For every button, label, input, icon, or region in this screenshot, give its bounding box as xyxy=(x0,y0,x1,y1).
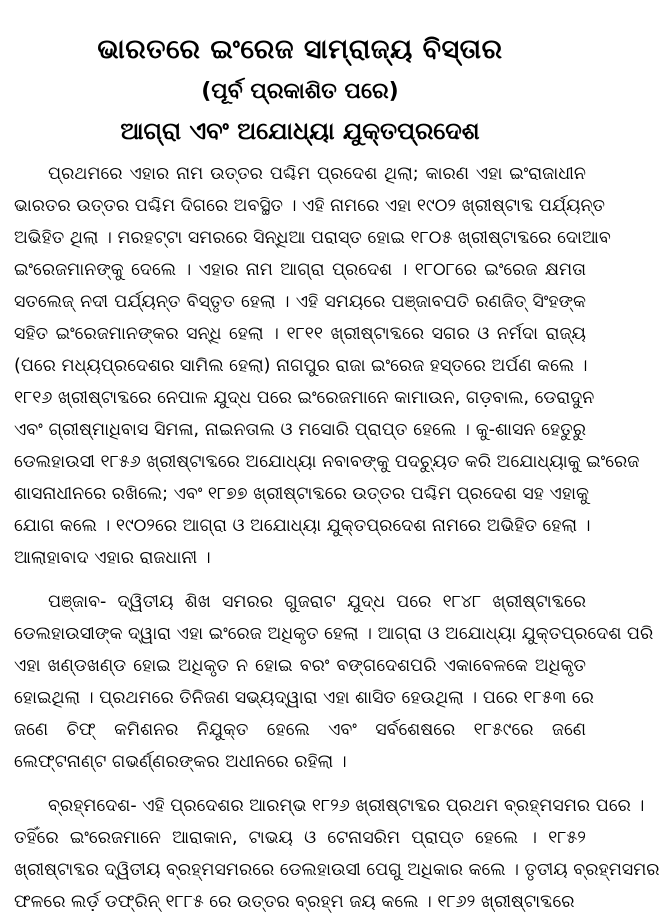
text-line: ଶାସନାଧୀନରେ ରଖିଲେ; ଏବଂ ୧୮୭୭ ଖ୍ରୀଷ୍ଟାବ୍ଦରେ ଉତ୍ତର ପଶ୍ଚିମ ପ୍ରଦେଶ ସହ ଏହାକୁ xyxy=(14,484,589,504)
text-line: (ପରେ ମଧ୍ୟପ୍ରଦେଶର ସାମିଲ ହେଲା) ନାଗପୁର ରାଜା ଇଂରେଜ ହସ୍ତରେ ଅର୍ପଣ କଲେ । xyxy=(14,356,588,376)
document-body xyxy=(14,158,660,918)
text-line: ପଞ୍ଜାବ- ଦ୍ୱିତୀୟ ଶିଖ ସମରର ଗୁଜରାଟ ଯୁଦ୍ଧ ପରେ ୧୮୪୮ ଖ୍ରୀଷ୍ଟାବ୍ଦରେ xyxy=(48,592,586,612)
document-subtitle: (ପୂର୍ବ ପ୍ରକାଶିତ ପରେ) xyxy=(201,79,399,104)
text-line: ଆଲାହାବାଦ ଏହାର ରାଜଧାନୀ । xyxy=(14,548,211,568)
text-line: ପ୍ରଥମରେ ଏହାର ନାମ ଉତ୍ତର ପଶ୍ଚିମ ପ୍ରଦେଶ ଥିଲା; କାରଣ ଏହା ଇଂରାଜାଧୀନ xyxy=(48,164,586,184)
text-line: ଡେଲହାଉସୀଙ୍କ ଦ୍ୱାରା ଏହା ଇଂରେଜ ଅଧିକୃତ ହେଲା । ଆଗ୍ରା ଓ ଅଯୋଧ୍ୟା ଯୁକ୍ତପ୍ରଦେଶ ପରି xyxy=(14,624,654,644)
paragraph xyxy=(14,586,654,778)
text-line: ୧୮୧୬ ଖ୍ରୀଷ୍ଟାବ୍ଦରେ ନେପାଳ ଯୁଦ୍ଧ ପରେ ଇଂରେଜମାନେ କାମାଉନ, ଗଡ଼ବାଲ, ଡେରାଦୁନ xyxy=(14,388,595,408)
text-line: ଭାରତର ଉତ୍ତର ପଶ୍ଚିମ ଦିଗରେ ଅବସ୍ଥିତ । ଏହି ନାମରେ ଏହା ୧୯୦୨ ଖ୍ରୀଷ୍ଟାବ୍ଦ ପର୍ଯ୍ୟନ୍ତ xyxy=(14,196,606,216)
text-line: ହୋଇଥିଲା । ପ୍ରଥମରେ ତିନିଜଣ ସଭ୍ୟଦ୍ୱାରା ଏହା ଶାସିତ ହେଉଥିଲା । ପରେ ୧୮୫୩ ରେ xyxy=(14,688,594,708)
text-line: ଏବଂ ଗ୍ରୀଷ୍ମାଧିବାସ ସିମଳା, ନାଇନତାଲ ଓ ମସୋରି ପ୍ରାପ୍ତ ହେଲେ । କୁ-ଶାସନ ହେତୁରୁ xyxy=(14,420,586,440)
text-line: ଯୋଗ କଲେ । ୧୯୦୨ରେ ଆଗ୍ରା ଓ ଅଯୋଧ୍ୟା ଯୁକ୍ତପ୍ରଦେଶ ନାମରେ ଅଭିହିତ ହେଲା । xyxy=(14,516,591,536)
text-line: ଡେଲହାଉସୀ ୧୮୫୬ ଖ୍ରୀଷ୍ଟାବ୍ଦରେ ଅଯୋଧ୍ୟା ନବାବଙ୍କୁ ପଦଚ୍ୟୁତ କରି ଅଯୋଧ୍ୟାକୁ ଇଂରେଜ xyxy=(14,452,640,472)
paragraph xyxy=(14,790,660,918)
text-line: ଖ୍ରୀଷ୍ଟାବ୍ଦର ଦ୍ୱିତୀୟ ବ୍ରହ୍ମସମରରେ ଡେଲହାଉସୀ ପେଗୁ ଅଧିକାର କଲେ । ତୃତୀୟ ବ୍ରହ୍ମସମର xyxy=(14,860,660,880)
text-line: ଲେଫ୍‌ଟନାଣ୍ଟ ଗଭର୍ଣ୍ଣରଙ୍କର ଅଧୀନରେ ରହିଲା । xyxy=(14,752,347,772)
text-line: ଅଭିହିତ ଥିଲା । ମରହଟ୍ଟା ସମରରେ ସିନ୍ଧିଆ ପରାସ୍ତ ହୋଇ ୧୮୦୫ ଖ୍ରୀଷ୍ଟାବ୍ଦରେ ଦୋଆବ xyxy=(14,228,611,248)
text-line: ବ୍ରହ୍ମଦେଶ- ଏହି ପ୍ରଦେଶର ଆରମ୍ଭ ୧୮୨୬ ଖ୍ରୀଷ୍ଟାବ୍ଦର ପ୍ରଥମ ବ୍ରହ୍ମସମର ପରେ । xyxy=(48,796,645,816)
text-line: ଫଳରେ ଲର୍ଡ଼ ଡଫ୍‌ରିନ୍ ୧୮୮୫ ରେ ଉତ୍ତର ବ୍ରହ୍ମ ଜୟ କଲେ । ୧୮୬୨ ଖ୍ରୀଷ୍ଟାବ୍ଦରେ xyxy=(14,892,575,912)
paragraph xyxy=(14,158,640,574)
text-line: ଜଣେ ଚିଫ୍ କମିଶନର ନିଯୁକ୍ତ ହେଲେ ଏବଂ ସର୍ବଶେଷରେ ୧୮୫୯ରେ ଜଣେ xyxy=(14,720,586,740)
text-line: ଏହା ଖଣ୍ଡଖଣ୍ଡ ହୋଇ ଅଧିକୃତ ନ ହୋଇ ବରଂ ବଙ୍ଗଦେଶପରି ଏକାବେଳକେ ଅଧିକୃତ xyxy=(14,656,586,676)
document-title: ଭାରତରେ ଇଂରେଜ ସାମ୍ରାଜ୍ୟ ବିସ୍ତାର xyxy=(97,34,503,65)
section-heading: ଆଗ୍ରା ଏବଂ ଅଯୋଧ୍ୟା ଯୁକ୍ତପ୍ରଦେଶ xyxy=(120,117,480,145)
text-line: ଇଂରେଜମାନଙ୍କୁ ଦେଲେ । ଏହାର ନାମ ଆଗ୍ରା ପ୍ରଦେଶ । ୧୮୦୮ରେ ଇଂରେଜ କ୍ଷମତା xyxy=(14,260,586,280)
text-line: ତହିଁରେ ଇଂରେଜମାନେ ଆରାକାନ, ଟାଭୟ ଓ ଟେନାସରିମ ପ୍ରାପ୍ତ ହେଲେ । ୧୮୫୨ xyxy=(14,828,586,848)
text-line: ସତଲେଜ୍ ନଦୀ ପର୍ଯ୍ୟନ୍ତ ବିସ୍ତୃତ ହେଲା । ଏହି ସମୟରେ ପଞ୍ଜାବପତି ରଣଜିତ୍ ସିଂହଙ୍କ xyxy=(14,292,586,312)
text-line: ସହିତ ଇଂରେଜମାନଙ୍କର ସନ୍ଧି ହେଲା । ୧୮୧୧ ଖ୍ରୀଷ୍ଟାବ୍ଦରେ ସଗର ଓ ନର୍ମଦା ରାଜ୍ୟ xyxy=(14,324,586,344)
